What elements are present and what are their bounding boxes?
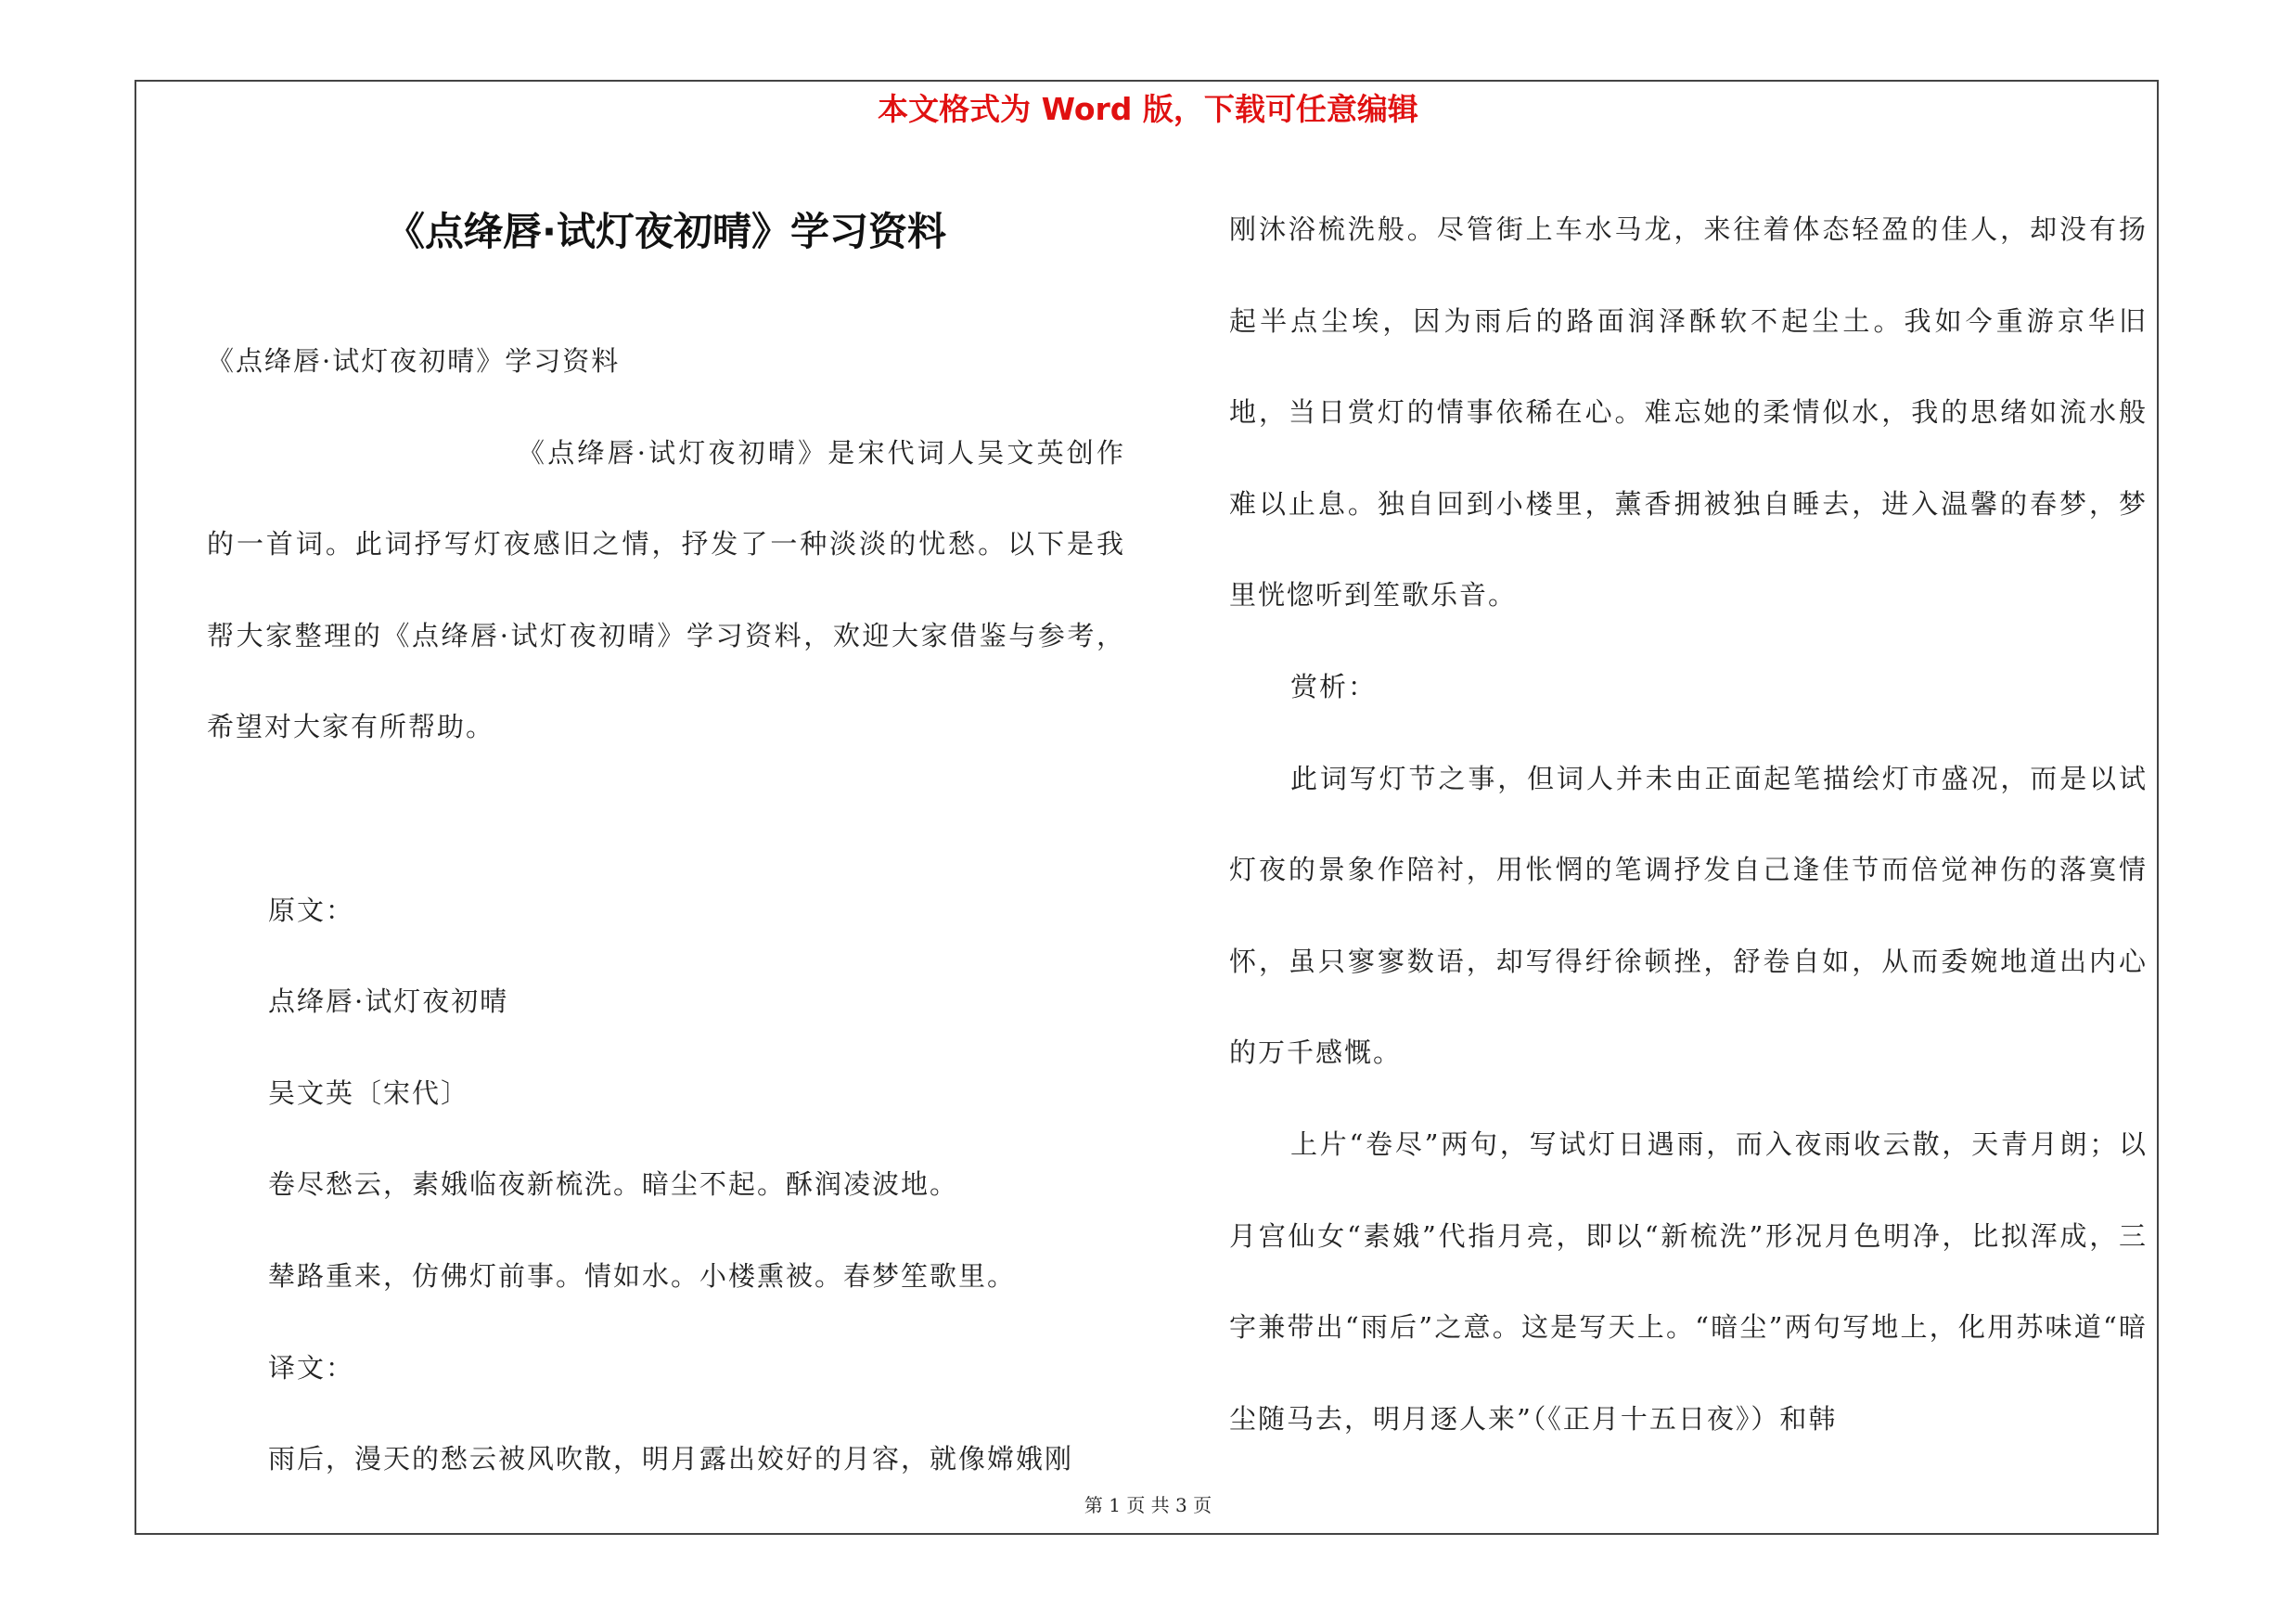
original-heading: 原文：	[268, 894, 355, 926]
poem-title: 点绛唇·试灯夜初晴	[268, 985, 509, 1018]
left-column	[207, 204, 1125, 1505]
poem-line: 辇路重来，仿佛灯前事。情如水。小楼熏被。春梦笙歌里。	[268, 1259, 1017, 1292]
document-title: 《点绛唇·试灯夜初晴》学习资料	[386, 209, 946, 254]
word-format-banner: 本文格式为 Word 版，下载可任意编辑	[878, 91, 1418, 127]
document-subtitle: 《点绛唇·试灯夜初晴》学习资料	[207, 345, 621, 377]
appreciation-paragraph: 此词写灯节之事，但词人并未由正面起笔描绘灯市盛况，而是以试灯夜的景象作陪衬，用怅惘的笔调抒发自己逢佳节而倍觉神伤的落寞情怀，虽只寥寥数语，却写得纡徐顿挫，舒卷自如，从而委婉地道出内心的万千感慨。	[1229, 762, 2148, 1069]
poem-line: 卷尽愁云，素娥临夜新梳洗。暗尘不起。酥润凌波地。	[268, 1168, 959, 1201]
appreciation-heading: 赏析：	[1290, 670, 1378, 702]
intro-paragraph: 《点绛唇·试灯夜初晴》是宋代词人吴文英创作的一首词。此词抒写灯夜感旧之情，抒发了一种淡淡的忧愁。以下是我帮大家整理的《点绛唇·试灯夜初晴》学习资料，欢迎大家借鉴与参考，希望对大家有所帮助。	[207, 436, 1125, 743]
section-spacer	[207, 773, 1125, 865]
translation-paragraph-continued: 刚沐浴梳洗般。尽管街上车水马龙，来往着体态轻盈的佳人，却没有扬起半点尘埃，因为雨后的路面润泽酥软不起尘土。我如今重游京华旧地，当日赏灯的情事依稀在心。难忘她的柔情似水，我的思绪如流水般难以止息。独自回到小楼里，薰香拥被独自睡去，进入温馨的春梦，梦里恍惚听到笙歌乐音。	[1229, 213, 2148, 612]
page-number-footer: 第 1 页 共 3 页	[1084, 1494, 1212, 1516]
translation-heading: 译文：	[268, 1351, 355, 1384]
right-column	[1229, 184, 2148, 1464]
title-spacer	[207, 260, 1125, 316]
poem-author: 吴文英〔宋代〕	[268, 1076, 470, 1109]
translation-paragraph-start: 雨后，漫天的愁云被风吹散，明月露出姣好的月容，就像嫦娥刚	[268, 1443, 1074, 1475]
appreciation-paragraph: 上片“卷尽”两句，写试灯日遇雨，而入夜雨收云散，天青月朗；以月宫仙女“素娥”代指月亮，即以“新梳洗”形况月色明净，比拟浑成，三字兼带出“雨后”之意。这是写天上。“暗尘”两句写地上，化用苏味道“暗尘随马去，明月逐人来”（《正月十五日夜》）和韩	[1229, 1127, 2148, 1435]
